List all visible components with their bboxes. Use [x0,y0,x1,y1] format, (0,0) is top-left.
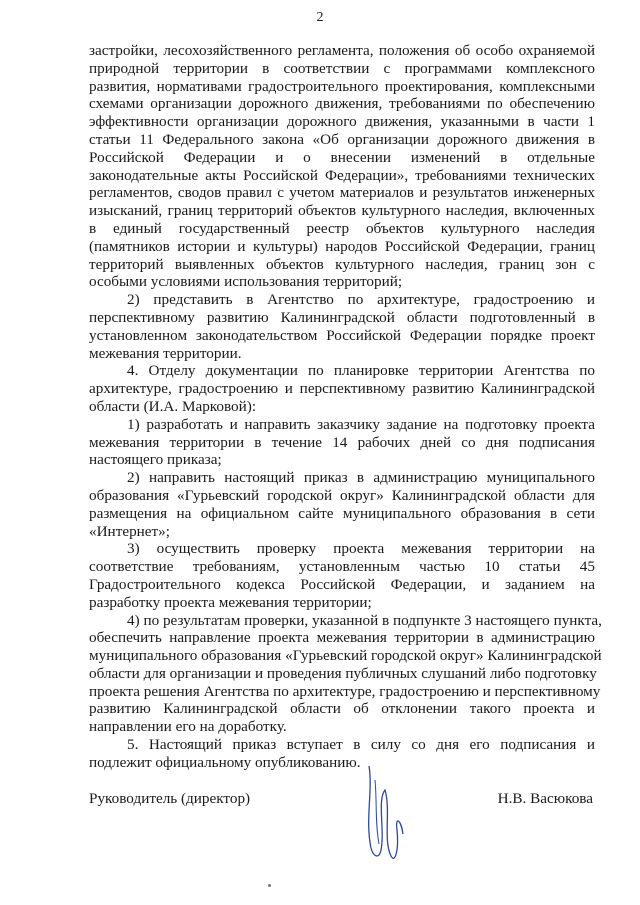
text-line: межевания территории. [89,344,242,362]
text-line: регламентов, сводов правил с учетом материалов и результатов инженерных [89,184,595,202]
text-line: развития, нормативами градостроительного проектирования, комплексными [89,77,595,95]
text-line: архитектуре, градостроению и перспективному развитию Калининградской [89,380,595,398]
document-body [89,42,602,772]
text-line: Градостроительного кодекса Российской Федерации, и заданием на [89,575,595,593]
text-line: природной территории в соответствии с программами комплексного [89,59,595,77]
text-line: развитию Калининградской области об отклонении такого проекта и [89,700,595,718]
scan-artifact [268,884,271,887]
text-line: (памятников истории и культуры) народов Российской Федерации, границ [89,237,595,255]
text-line: соответствие требованиям, установленным частью 10 статьи 45 [89,558,595,576]
text-line: законодательные акты Российской Федерации», требованиями технических [89,166,595,184]
text-line: в единый государственный реестр объектов культурного наследия [89,219,595,237]
signer-title: Руководитель (директор) [89,790,251,807]
text-line: 4. Отделу документации по планировке территории Агентства по [127,362,595,380]
text-line: установленном законодательством Российской Федерации порядке проект [89,326,595,344]
text-line: подлежит официальному опубликованию. [89,753,361,771]
page-number: 2 [316,10,324,25]
text-line: территорий выявленных объектов культурного наследия, границ зон с [89,255,595,273]
text-line: 2) направить настоящий приказ в администрацию муниципального [127,469,595,487]
text-line: 2) представить в Агентство по архитектуре, градостроению и [127,291,595,309]
text-line: 3) осуществить проверку проекта межевания территории на [127,540,595,558]
text-line: образования «Гурьевский городской округ» Калининградской области для [89,486,595,504]
text-line: особыми условиями использования территорий; [89,273,403,291]
signature-block [89,790,595,816]
text-line: настоящего приказа; [89,451,222,469]
text-line: межевания территории в течение 14 рабочих дней со дня подписания [89,433,595,451]
text-line: перспективному развитию Калининградской области подготовленный в [89,308,595,326]
text-line: 4) по результатам проверки, указанной в подпункте 3 настоящего пункта, [127,611,602,629]
text-line: статьи 11 Федерального закона «Об организации дорожного движения в [89,130,595,148]
text-line: муниципального образования «Гурьевский городской округ» Калининградской [89,647,602,665]
signer-name: Н.В. Васюкова [497,790,593,807]
text-line: проекта решения Агентства по архитектуре, градостроению и перспективному [89,682,601,700]
text-line: направлении его на доработку. [89,718,287,736]
text-line: размещения на официальном сайте муниципального образования в сети [89,504,595,522]
text-line: разработку проекта межевания территории; [89,593,372,611]
text-line: застройки, лесохозяйственного регламента, положения об особо охраняемой [89,42,595,59]
text-line: 5. Настоящий приказ вступает в силу со дня его подписания и [127,736,595,754]
text-line: области для организации и проведения публичных слушаний либо подготовку [89,664,597,682]
text-line: области (И.А. Марковой): [89,397,257,415]
text-line: эффективности организации дорожного движения, указанными в части 1 [89,113,595,131]
text-line: изысканий, границ территорий объектов культурного наследия, включенных [89,202,595,220]
text-line: Российской Федерации и о внесении изменений в отдельные [89,148,595,166]
text-line: обеспечить направление проекта межевания территории в администрацию [89,629,595,647]
text-line: «Интернет»; [89,522,170,540]
text-line: схемами организации дорожного движения, требованиями по обеспечению [89,95,595,113]
text-line: 1) разработать и направить заказчику задание на подготовку проекта [127,415,595,433]
